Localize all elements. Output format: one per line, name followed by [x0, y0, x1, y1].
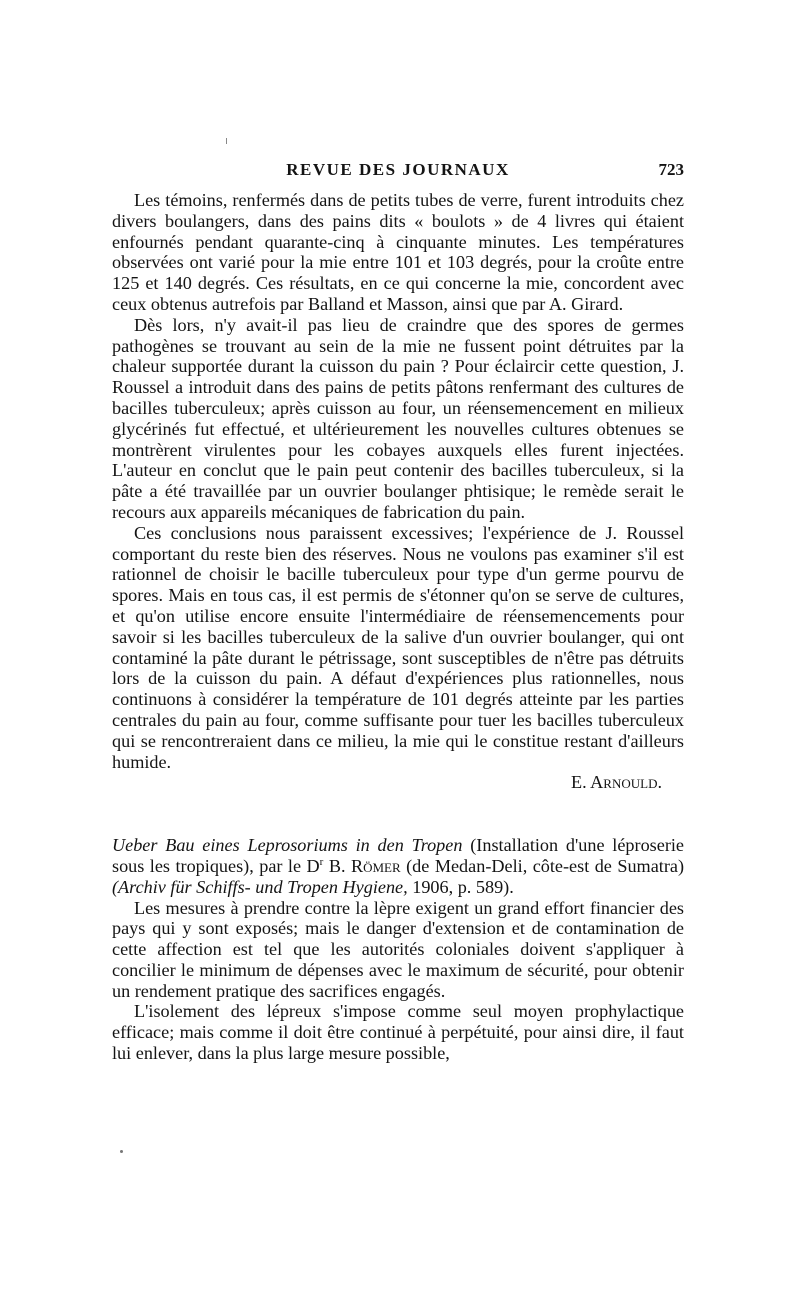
citation-journal: (Archiv für Schiffs- und Tropen Hygiene, — [112, 876, 408, 897]
article-citation — [112, 835, 684, 897]
page-number: 723 — [658, 160, 684, 179]
author-signature: E. Arnould. — [570, 772, 662, 793]
body-text — [112, 190, 684, 1064]
margin-dot-mark — [120, 1150, 123, 1153]
paragraph-1: Les témoins, renfermés dans de petits tubes de verre, furent introduits chez divers boulangers, dans des pains dits « boulots » de 4 livres qui étaient enfournés pendant quarante-cinq à cinquante minutes. Les températures observées ont varié pour la mie entre 101 et 103 degrés, pour la croûte entre 125 et 140 degrés. Ces résultats, en ce qui concerne la mie, concordent avec ceux obtenus autrefois par Balland et Masson, ainsi que par A. Girard. — [112, 190, 684, 314]
citation-author-prefix-sup: r — [319, 855, 324, 868]
citation-affiliation: (de Medan-Deli, côte-est de Sumatra) — [406, 855, 685, 876]
paragraph-4: Les mesures à prendre contre la lèpre exigent un grand effort financier des pays qui y sont exposés; mais le danger d'extension et de contamination de cette affection est tel que les autorités coloniales doivent s'appliquer à concilier le minimum de dépenses avec le maximum de sécurité, pour obtenir un rendement pratique des sacrifices engagés. — [112, 897, 684, 1001]
page-header — [112, 160, 684, 184]
citation-author-prefix: D — [306, 855, 320, 876]
citation-year-pages: 1906, p. 589). — [412, 876, 514, 897]
running-title: REVUE DES JOURNAUX — [286, 160, 510, 179]
paragraph-2: Dès lors, n'y avait-il pas lieu de craindre que des spores de germes pathogènes se trouvant au sein de la mie ne fussent point détruites par la chaleur supportée durant la cuisson du pain ? Pour éclaircir cette question, J. Roussel a introduit dans des pains de petits pâtons renfermant des cultures de bacilles tuberculeux; après cuisson au four, un réensemencement en milieux glycérinés fut effectué, et ultérieurement les nouvelles cultures obtenues se montrèrent virulentes pour les cobayes auxquels elles furent injectées. L'auteur en conclut que le pain peut contenir des bacilles tuberculeux, si la pâte a été travaillée par un ouvrier boulanger phtisique; le remède serait le recours aux appareils mécaniques de fabrication du pain. — [112, 314, 684, 522]
section-gap — [112, 793, 684, 835]
citation-translation: (Installation d'une léproserie sous les tropiques), par le — [112, 835, 685, 876]
margin-tick-mark — [226, 138, 227, 144]
paragraph-5: L'isolement des lépreux s'impose comme seul moyen prophylactique efficace; mais comme il doit être continué à perpétuité, pour ainsi dire, il faut lui enlever, dans la plus large mesure possible, — [112, 1001, 684, 1064]
paragraph-3: Ces conclusions nous paraissent excessives; l'expérience de J. Roussel comportant du reste bien des réserves. Nous ne voulons pas examiner s'il est rationnel de choisir le bacille tuberculeux pour type d'un germe pourvu de spores. Mais en tous cas, il est permis de s'étonner qu'on se serve de cultures, et qu'on utilise encore ensuite l'intermédiaire de réensemencements pour savoir si les bacilles tuberculeux de la salive d'un ouvrier boulanger, qui ont contaminé la pâte durant le pétrissage, sont susceptibles de n'être pas détruits lors de la cuisson du pain. A défaut d'expériences plus rationnelles, nous continuons à considérer la température de 101 degrés atteinte par les parties centrales du pain au four, comme suffisante pour tuer les bacilles tuberculeux qui se rencontreraient dans ce milieu, la mie qui le constitue restant d'ailleurs humide. — [112, 522, 684, 772]
citation-title: Ueber Bau eines Leprosoriums in den Tropen — [112, 835, 463, 856]
citation-author: B. Römer — [328, 855, 401, 876]
